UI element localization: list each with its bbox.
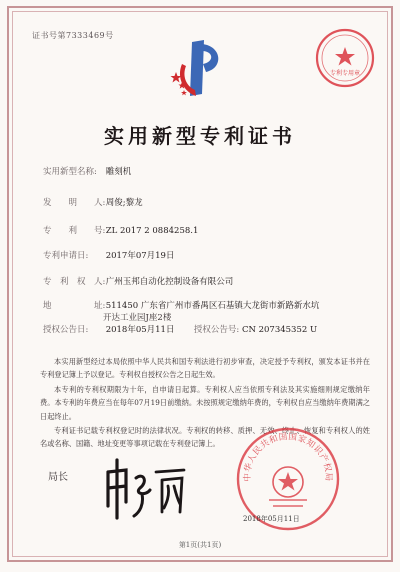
certificate-number: 证书号第7333469号	[32, 31, 114, 40]
grant-date-label: 授权公告日:	[43, 325, 89, 335]
certificate-title: 实用新型专利证书	[104, 124, 296, 148]
field-row-grant	[43, 323, 317, 335]
field-row-application-date	[43, 249, 174, 261]
body-paragraph: 专利证书记载专利权登记时的法律状况。专利权的转移、质押、无效、终止、恢复和专利权人的姓名或名称、国籍、地址变更等事项记载在专利登记簿上。	[40, 426, 370, 449]
inventor-label: 发 明 人:	[43, 198, 106, 208]
utility-model-name-label: 实用新型名称:	[43, 167, 97, 177]
official-seal-text: 中华人民共和国国家知识产权局	[242, 432, 334, 482]
address-line2: 开达工业园J座2楼	[103, 313, 172, 323]
field-row-patentee	[43, 275, 233, 287]
address-line1: 511450 广东省广州市番禺区石基镇大龙街市新路新水坑	[105, 301, 320, 311]
inventor-value: 周俊;黎龙	[105, 198, 143, 208]
director-title-label: 局长	[48, 472, 68, 483]
field-row-patent-no	[43, 224, 198, 236]
director-signature	[100, 454, 190, 524]
field-row-inventor	[43, 196, 143, 208]
address-label: 地 址:	[43, 301, 106, 311]
field-row-name	[43, 165, 131, 177]
grant-no-value: CN 207345352 U	[241, 325, 318, 335]
grant-no-label: 授权公告号:	[193, 325, 240, 335]
patent-no-value: ZL 2017 2 0884258.1	[105, 226, 199, 236]
application-date-label: 专利申请日:	[43, 251, 89, 261]
top-seal-text: 专利专用章	[329, 70, 361, 77]
sipo-logo-icon	[162, 34, 238, 110]
body-paragraph: 本专利的专利权期限为十年，自申请日起算。专利权人应当依照专利法及其实施细则规定缴纳年费。本专利的年费应当在每年07月19日前缴纳。未按照规定缴纳年费的，专利权自应当缴纳年费期满之日起终止。	[40, 384, 370, 421]
field-row-address	[43, 299, 319, 311]
patent-seal-icon	[314, 27, 376, 89]
patent-no-label: 专 利 号:	[43, 226, 106, 236]
patentee-label: 专 利 权 人:	[43, 277, 106, 287]
utility-model-name: 雕刻机	[105, 167, 132, 177]
grant-date-value: 2018年05月11日	[105, 325, 175, 335]
patentee-value: 广州玉邦自动化控制设备有限公司	[105, 277, 234, 287]
body-paragraph: 本实用新型经过本局依照中华人民共和国专利法进行初步审查，决定授予专利权，颁发本证书并在专利登记簿上予以登记。专利权自授权公告之日起生效。	[40, 357, 370, 380]
issue-date: 2018年05月11日	[243, 515, 300, 523]
application-date-value: 2017年07月19日	[105, 251, 175, 261]
page-number: 第1页(共1页)	[178, 541, 222, 549]
